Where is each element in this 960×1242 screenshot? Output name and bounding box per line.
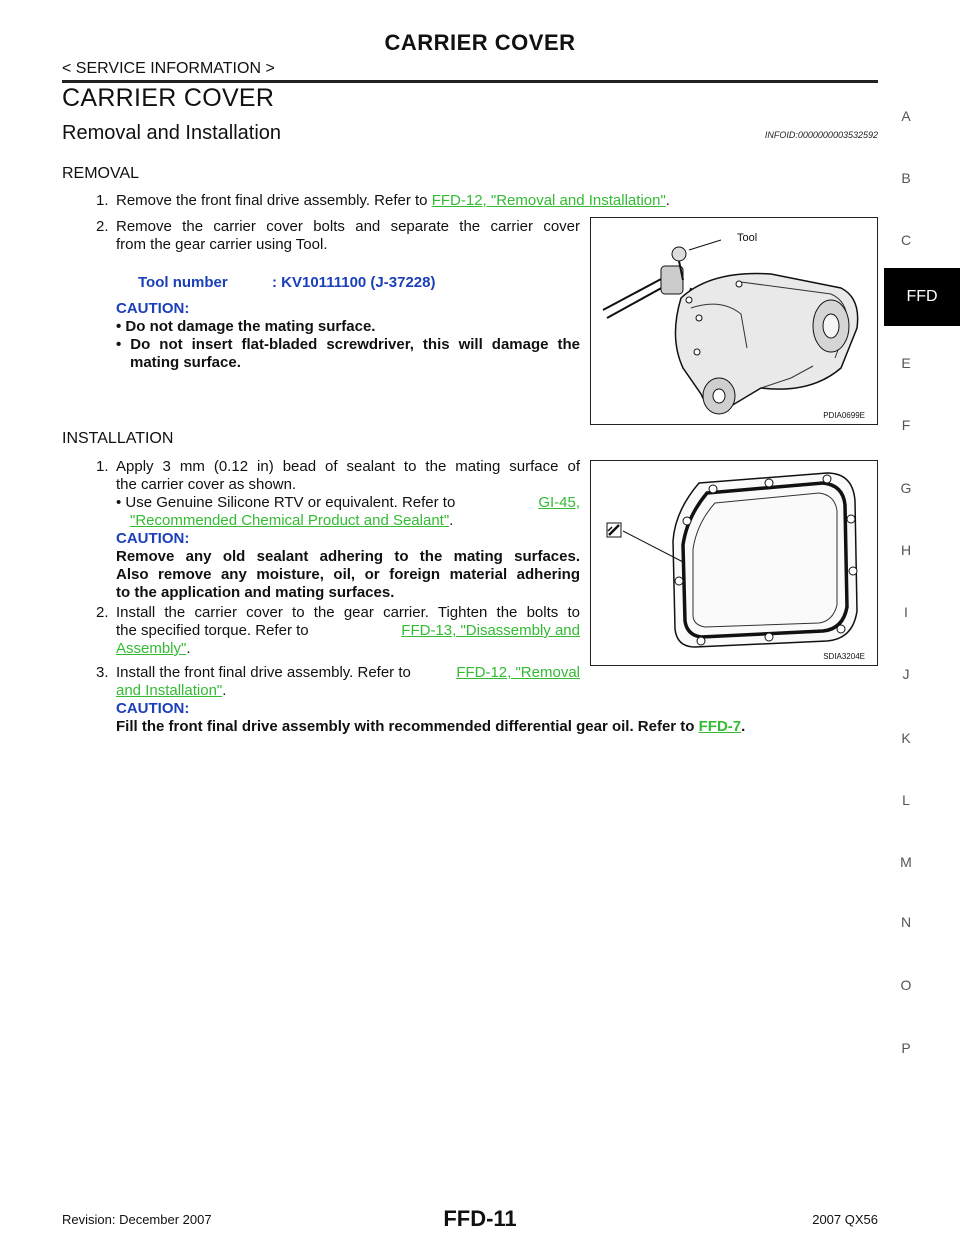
- installation-step-1: 1. Apply 3 mm (0.12 in) bead of sealant to the mating surface of the carrier cover as shown.: [96, 458, 580, 493]
- ref-link-ffd-12[interactable]: FFD-12, "Removal: [456, 664, 580, 681]
- index-tab-l[interactable]: L: [902, 792, 910, 808]
- service-info-label: < SERVICE INFORMATION >: [62, 60, 275, 77]
- removal-step-1: 1. Remove the front final drive assembly. Refer to FFD-12, "Removal and Installation".: [96, 192, 670, 209]
- step-number: 1.: [96, 458, 109, 475]
- figure-sealant-application: [590, 460, 878, 666]
- step-number: 1.: [96, 192, 109, 209]
- index-tab-k[interactable]: K: [901, 730, 911, 746]
- step-number: 2.: [96, 604, 109, 621]
- removal-step-2: 2. Remove the carrier cover bolts and separate the carrier cover from the gear carrier using Tool.: [96, 218, 580, 253]
- caution-item: • Do not insert flat-bladed screwdriver, this will damage the: [116, 336, 580, 353]
- index-tab-n[interactable]: N: [900, 914, 912, 930]
- index-tab-h[interactable]: H: [900, 542, 912, 558]
- index-tab-j[interactable]: J: [902, 666, 910, 682]
- info-id: INFOID:0000000003532592: [764, 130, 878, 140]
- caution-text: Also remove any moisture, oil, or foreign material adhering: [116, 566, 580, 583]
- index-tab-i[interactable]: I: [904, 604, 908, 620]
- index-tab-ffd[interactable]: FFD: [884, 268, 960, 326]
- index-tab-o[interactable]: O: [900, 977, 912, 993]
- caution-item-cont: mating surface.: [130, 354, 241, 371]
- step-number: 2.: [96, 218, 109, 235]
- ref-link-ffd-12[interactable]: FFD-12, "Removal and Installation": [431, 192, 666, 209]
- index-tab-b[interactable]: B: [901, 170, 911, 186]
- index-tab-m[interactable]: M: [900, 854, 912, 870]
- sealant-bullet: • Use Genuine Silicone RTV or equivalent. Refer to GI-45, "Recommended Chemical Product and Sealant".: [116, 494, 580, 529]
- caution-item: • Do not damage the mating surface.: [116, 318, 376, 335]
- subsection-title: Removal and Installation: [62, 122, 282, 144]
- revision-date: Revision: December 2007: [62, 1212, 212, 1227]
- section-title: CARRIER COVER: [62, 84, 275, 112]
- figure-tool-removal: [590, 217, 878, 425]
- carrier-cover-illustration: [591, 461, 877, 665]
- page-number: FFD-11: [443, 1206, 517, 1231]
- index-tab-c[interactable]: C: [900, 232, 912, 248]
- figure-code: PDIA0699E: [823, 411, 865, 420]
- caution-label: CAUTION:: [116, 300, 190, 317]
- installation-step-2: 2. Install the carrier cover to the gear carrier. Tighten the bolts to the specified torque. Refer to FFD-13, "Disassembly and Assembly".: [96, 604, 580, 657]
- figure-code: SDIA3204E: [823, 652, 865, 661]
- header-rule: [62, 80, 878, 83]
- figure-callout-tool: Tool: [737, 232, 758, 244]
- caution-label: CAUTION:: [116, 700, 190, 717]
- caution-text: Remove any old sealant adhering to the mating surfaces.: [116, 548, 580, 565]
- final-drive-illustration: [591, 218, 877, 424]
- step-text: Remove the front final drive assembly. Refer to: [116, 192, 432, 209]
- caution-text: to the application and mating surfaces.: [116, 584, 395, 601]
- model-year: 2007 QX56: [812, 1212, 878, 1227]
- index-tab-a[interactable]: A: [901, 108, 911, 124]
- page-header-title: CARRIER COVER: [384, 30, 576, 55]
- ref-link-chemical-product[interactable]: "Recommended Chemical Product and Sealant": [130, 512, 450, 529]
- index-tab-e[interactable]: E: [901, 355, 911, 371]
- ref-link-ffd-13-cont[interactable]: Assembly": [116, 640, 187, 657]
- index-tab-f[interactable]: F: [901, 417, 911, 433]
- ref-link-ffd-12-cont[interactable]: and Installation": [116, 682, 223, 699]
- ref-link-gi-45[interactable]: GI-45,: [538, 494, 580, 511]
- installation-heading: INSTALLATION: [62, 430, 174, 447]
- removal-heading: REMOVAL: [62, 165, 140, 182]
- ref-link-ffd-7[interactable]: FFD-7: [698, 718, 742, 735]
- index-tab-g[interactable]: G: [900, 480, 912, 496]
- ref-link-ffd-13[interactable]: FFD-13, "Disassembly and: [401, 622, 580, 639]
- installation-step-3: 3. Install the front final drive assembly. Refer to FFD-12, "Removal and Installation".: [96, 664, 580, 699]
- tool-number-value: : KV10111100 (J-37228): [272, 274, 436, 291]
- index-tab-p[interactable]: P: [901, 1040, 911, 1056]
- caution-text: Fill the front final drive assembly with recommended differential gear oil. Refer to FFD-7.: [116, 718, 746, 735]
- step-number: 3.: [96, 664, 109, 681]
- tool-number-label: Tool number: [138, 274, 228, 291]
- caution-label: CAUTION:: [116, 530, 190, 547]
